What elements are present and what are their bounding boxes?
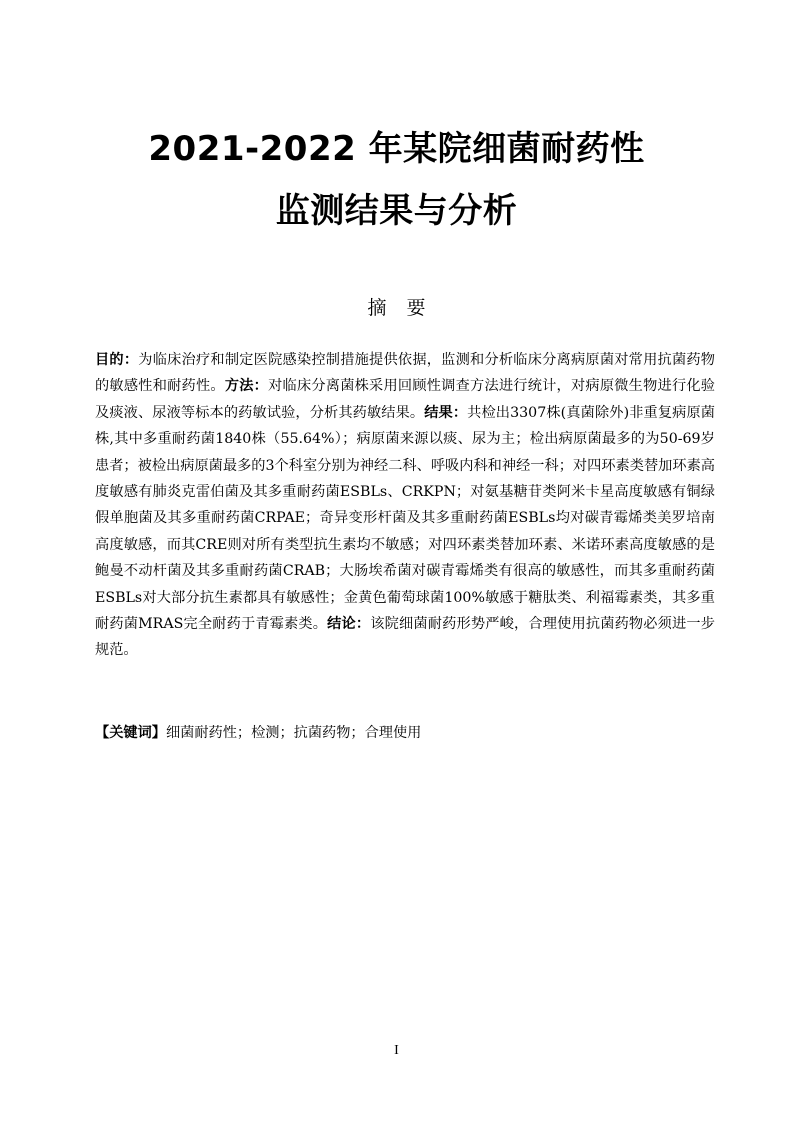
keywords-text: 细菌耐药性；检测；抗菌药物；合理使用 <box>165 725 422 741</box>
conclusion-text: 该院细菌耐药形势严峻，合理使用抗菌药物必须进一步规范。 <box>95 616 715 659</box>
abstract-body <box>95 347 715 664</box>
abstract-heading: 摘要 <box>367 297 446 319</box>
keywords <box>95 721 715 745</box>
objective-label: 目的： <box>95 352 139 368</box>
title-line-1: 2021-2022 年某院细菌耐药性 <box>148 129 645 169</box>
keywords-label: 【关键词】 <box>95 725 166 741</box>
objective-text: 为临床治疗和制定医院感染控制措施提供依据，监测和分析临床分离病原菌对常用抗菌药物的敏感性和耐药性。 <box>95 352 715 395</box>
result-label: 结果： <box>424 404 468 421</box>
result-text: 共检出3307株(真菌除外)非重复病原菌株,其中多重耐药菌1840株（55.64%）；病原菌来源以痰、尿为主；检出病原菌最多的为50-69岁患者；被检出病原菌最多的3个科室分别为神经二科、呼吸内科和神经一科；对四环素类替加环素高度敏感有肺炎克雷伯菌及其多重耐药菌ESBLs、CRKPN；对氨基糖苷类阿米卡星高度敏感有铜绿假单胞菌及其多重耐药菌CRPAE；奇异变形杆菌及其多重耐药菌ESBLs均对碳青霉烯类美罗培南高度敏感，而其CRE则对所有类型抗生素均不敏感；对四环素类替加环素、米诺环素高度敏感的是鲍曼不动杆菌及其多重耐药菌CRAB；大肠埃希菌对碳青霉烯类有很高的敏感性，而其多重耐药菌ESBLs对大部分抗生素都具有敏感性；金黄色葡萄球菌100%敏感于糖肽类、利福霉素类，其多重耐药菌MRAS完全耐药于青霉素类。 <box>95 404 715 633</box>
method-label: 方法： <box>224 378 269 395</box>
method-text: 对临床分离菌株采用回顾性调查方法进行统计，对病原微生物进行化验及痰液、尿液等标本的药敏试验，分析其药敏结果。 <box>95 378 715 421</box>
conclusion-label: 结论： <box>327 616 371 633</box>
page-number: I <box>394 1043 399 1058</box>
title-line-2: 监测结果与分析 <box>275 191 518 231</box>
